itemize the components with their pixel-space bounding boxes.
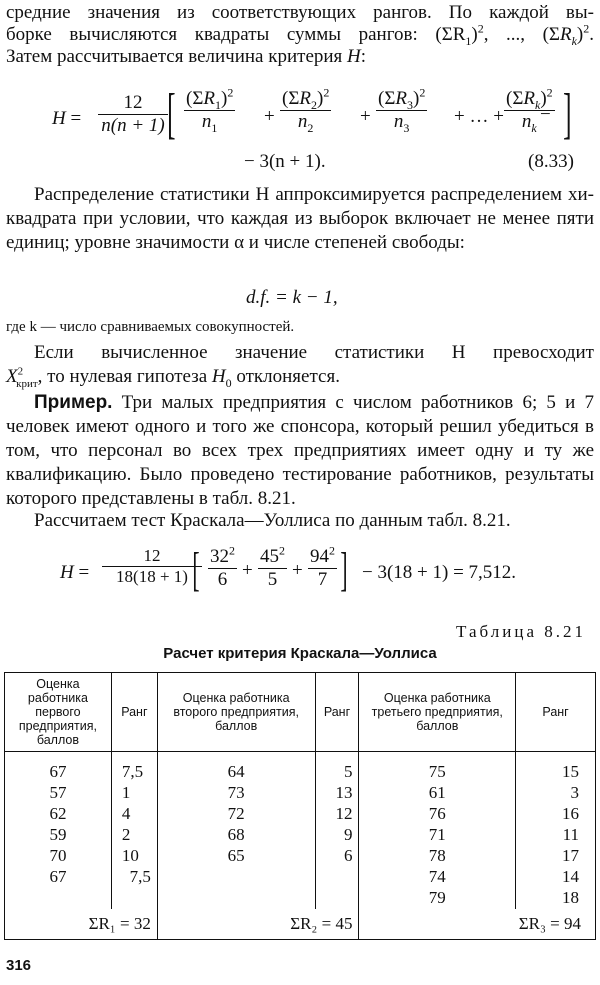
table-cell: 72	[157, 804, 315, 825]
formula-minus: −	[540, 104, 551, 125]
table-cell: 74	[359, 867, 516, 888]
text-line: борке вычисляются квадраты суммы рангов: $(\Sigma R_1)^2$, ..., $(\Sigma R_k)^2$.	[6, 21, 594, 48]
table-cell: 62	[5, 804, 112, 825]
table-cell	[157, 888, 315, 909]
table-cell: 67	[5, 762, 112, 783]
table-row	[5, 783, 596, 804]
page-number: 316	[6, 957, 32, 974]
paragraph: Распределение статистики H аппроксимируется распределением хи-квадрата при условии, что каждая из выборок включает не менее пяти единиц; уровне значимости α и числе степеней свободы:	[6, 184, 594, 253]
table-cell: 76	[359, 804, 516, 825]
table-cell: 2	[111, 825, 157, 846]
table-cell: 71	[359, 825, 516, 846]
table-row	[5, 825, 596, 846]
table-cell: 14	[516, 867, 596, 888]
table-cell: 7,5	[111, 867, 157, 888]
text-line: $X^2_{крит}$, то нулевая гипотеза $H_0$ отклоняется.	[6, 365, 340, 390]
table-cell: 5	[315, 762, 359, 783]
table-cell: 10	[111, 846, 157, 867]
table-sum-row	[5, 909, 596, 940]
table-cell: 67	[5, 867, 112, 888]
table-cell: 16	[516, 804, 596, 825]
table-cell: 3	[516, 783, 596, 804]
table-row	[5, 762, 596, 783]
table-cell: 7,5	[111, 762, 157, 783]
df-formula: d.f. = k − 1,	[246, 287, 338, 308]
table-cell: 57	[5, 783, 112, 804]
table-cell: 59	[5, 825, 112, 846]
equation-number: (8.33)	[528, 151, 574, 172]
table-cell	[111, 888, 157, 909]
table-cell: 11	[516, 825, 596, 846]
table-title: Расчет критерия Краскала—Уоллиса	[163, 645, 437, 662]
table-cell: 9	[315, 825, 359, 846]
table-cell: 61	[359, 783, 516, 804]
table-cell: 75	[359, 762, 516, 783]
column-header: Ранг	[111, 673, 157, 752]
table-cell: 68	[157, 825, 315, 846]
table-cell: 15	[516, 762, 596, 783]
table-cell: 78	[359, 846, 516, 867]
table-cell: 6	[315, 846, 359, 867]
table-cell: 73	[157, 783, 315, 804]
calc-formula: H = $\frac{12}{18(18 + 1)}$ [ $\frac{32^2}{6}$ + $\frac{45^2}{5}$ + $\frac{94^2}{7}$ ] − 3(18 + 1) = 7,512.	[60, 543, 517, 596]
sum-rank-2: ΣR₂ = 45	[157, 909, 359, 940]
table-cell: 18	[516, 888, 596, 909]
table-row	[5, 888, 596, 909]
column-header: Оценка работника третьего предприятия, баллов	[359, 673, 516, 752]
table-cell	[5, 888, 112, 909]
table-row	[5, 804, 596, 825]
table-cell: 70	[5, 846, 112, 867]
sum-rank-3: ΣR₃ = 94	[359, 909, 596, 940]
table-cell	[315, 867, 359, 888]
column-header: Оценка работника второго предприятия, баллов	[157, 673, 315, 752]
data-table	[4, 672, 596, 940]
text-line: Рассчитаем тест Краскала—Уоллиса по данным табл. 8.21.	[34, 510, 511, 531]
table-cell: 13	[315, 783, 359, 804]
sum-rank-1: ΣR₁ = 32	[5, 909, 158, 940]
table-cell: 17	[516, 846, 596, 867]
table-cell: 65	[157, 846, 315, 867]
table-cell: 79	[359, 888, 516, 909]
table-cell: 1	[111, 783, 157, 804]
note-line: где k — число сравниваемых совокупностей.	[6, 319, 295, 335]
table-caption: Таблица 8.21	[456, 622, 586, 641]
table-row	[5, 846, 596, 867]
text-line: Если вычисленное значение статистики H превосходит	[34, 342, 594, 363]
text-line: средние значения из соответствующих рангов. По каждой вы-	[6, 2, 594, 23]
table-cell: 12	[315, 804, 359, 825]
column-header: Оценка работника первого предприятия, баллов	[5, 673, 112, 752]
column-header: Ранг	[315, 673, 359, 752]
table-cell: 64	[157, 762, 315, 783]
text-line: Затем рассчитывается величина критерия H:	[6, 46, 367, 67]
column-header: Ранг	[516, 673, 596, 752]
table-cell	[315, 888, 359, 909]
table-row	[5, 867, 596, 888]
table-cell: 4	[111, 804, 157, 825]
formula-8-33: H = $\frac{12}{n(n + 1)}$ [ $\frac{(\Sigma R_1)^2}{n_1}$ + $\frac{(\Sigma R_2)^2}{n_2}$ + $\frac{(\Sigma R_3)^2}{n_3}$ + … + $(\Sigma R_k)^2$ $n_k$ ]	[52, 83, 572, 145]
table-header-row	[5, 673, 596, 752]
formula-tail: − 3(n + 1).	[244, 151, 326, 172]
example-paragraph: Пример. Три малых предприятия с числом работников 6; 5 и 7 человек имеют одного и того же спонсора, который решил убедиться в том, что персонал во всех трех предприятиях имеет одну и ту же квалификацию. Было проведено тестирование работников, результаты которого представлены в табл. 8.21.	[6, 392, 595, 509]
table-cell	[157, 867, 315, 888]
